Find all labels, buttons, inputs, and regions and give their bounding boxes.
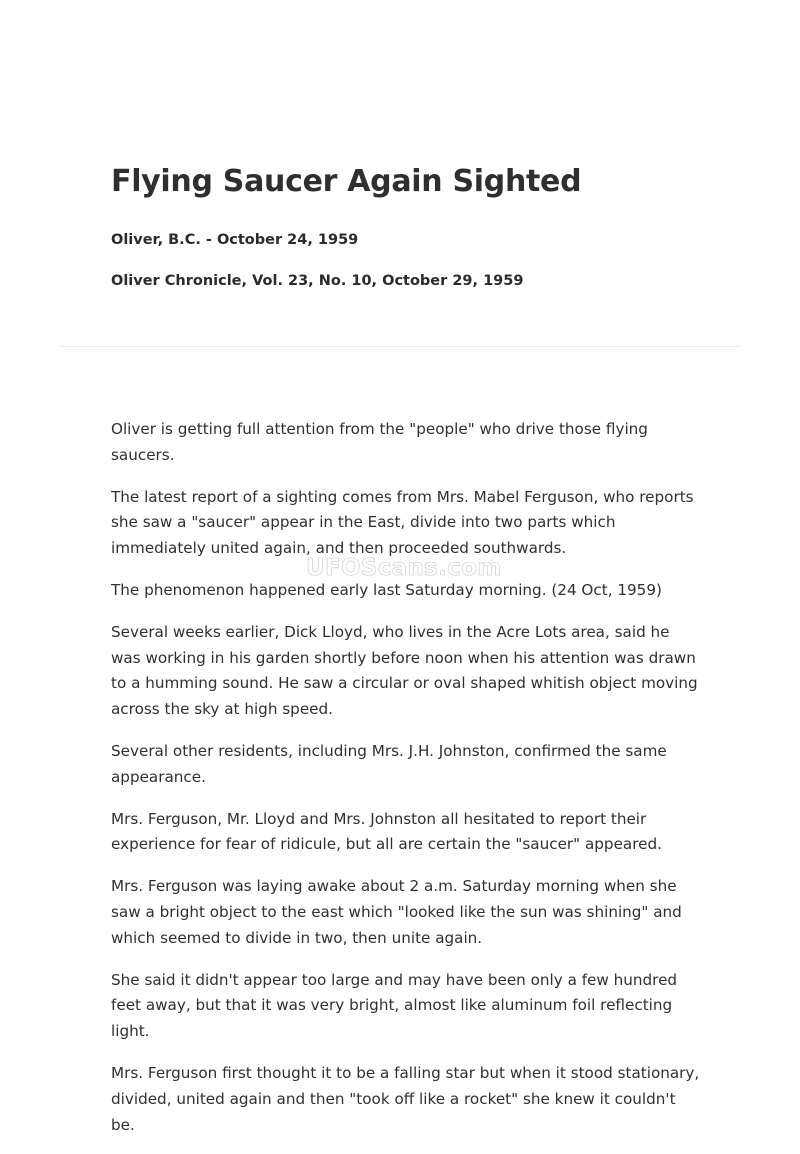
header-divider [60, 346, 740, 347]
article-body [111, 417, 701, 1154]
article-paragraph: Several other residents, including Mrs. J.H. Johnston, confirmed the same appearance. [111, 741, 667, 786]
article-paragraph: Mrs. Ferguson, Mr. Lloyd and Mrs. Johnston all hesitated to report their experience for fear of ridicule, but all are certain the "saucer" appeared. [111, 809, 662, 854]
watermark: UFOScans.com [306, 555, 502, 581]
article-paragraph: The latest report of a sighting comes from Mrs. Mabel Ferguson, who reports she saw a "saucer" appear in the East, divide into two parts which immediately united again, and then proceeded southwards. [111, 487, 694, 558]
article-paragraph: Mrs. Ferguson was laying awake about 2 a.m. Saturday morning when she saw a bright object to the east which "looked like the sun was shining" and which seemed to divide in two, then unite again. [111, 877, 682, 947]
article-title: Flying Saucer Again Sighted [111, 164, 582, 199]
article-paragraph: The phenomenon happened early last Saturday morning. (24 Oct, 1959) [111, 580, 662, 599]
source-citation: Oliver Chronicle, Vol. 23, No. 10, October 29, 1959 [111, 273, 524, 289]
dateline: Oliver, B.C. - October 24, 1959 [111, 232, 359, 248]
document-header [111, 160, 731, 289]
article-paragraph: Oliver is getting full attention from the "people" who drive those flying saucers. [111, 420, 648, 464]
article-paragraph: She said it didn't appear too large and may have been only a few hundred feet away, but that it was very bright, almost like aluminum foil reflecting light. [111, 970, 678, 1041]
article-paragraph: Several weeks earlier, Dick Lloyd, who lives in the Acre Lots area, said he was working in his garden shortly before noon when his attention was drawn to a humming sound. He saw a circular or oval shaped whitish object moving across the sky at high speed. [111, 622, 698, 719]
article-paragraph: Mrs. Ferguson first thought it to be a falling star but when it stood stationary, divided, united again and then "took off like a rocket" she knew it couldn't be. [111, 1063, 700, 1134]
